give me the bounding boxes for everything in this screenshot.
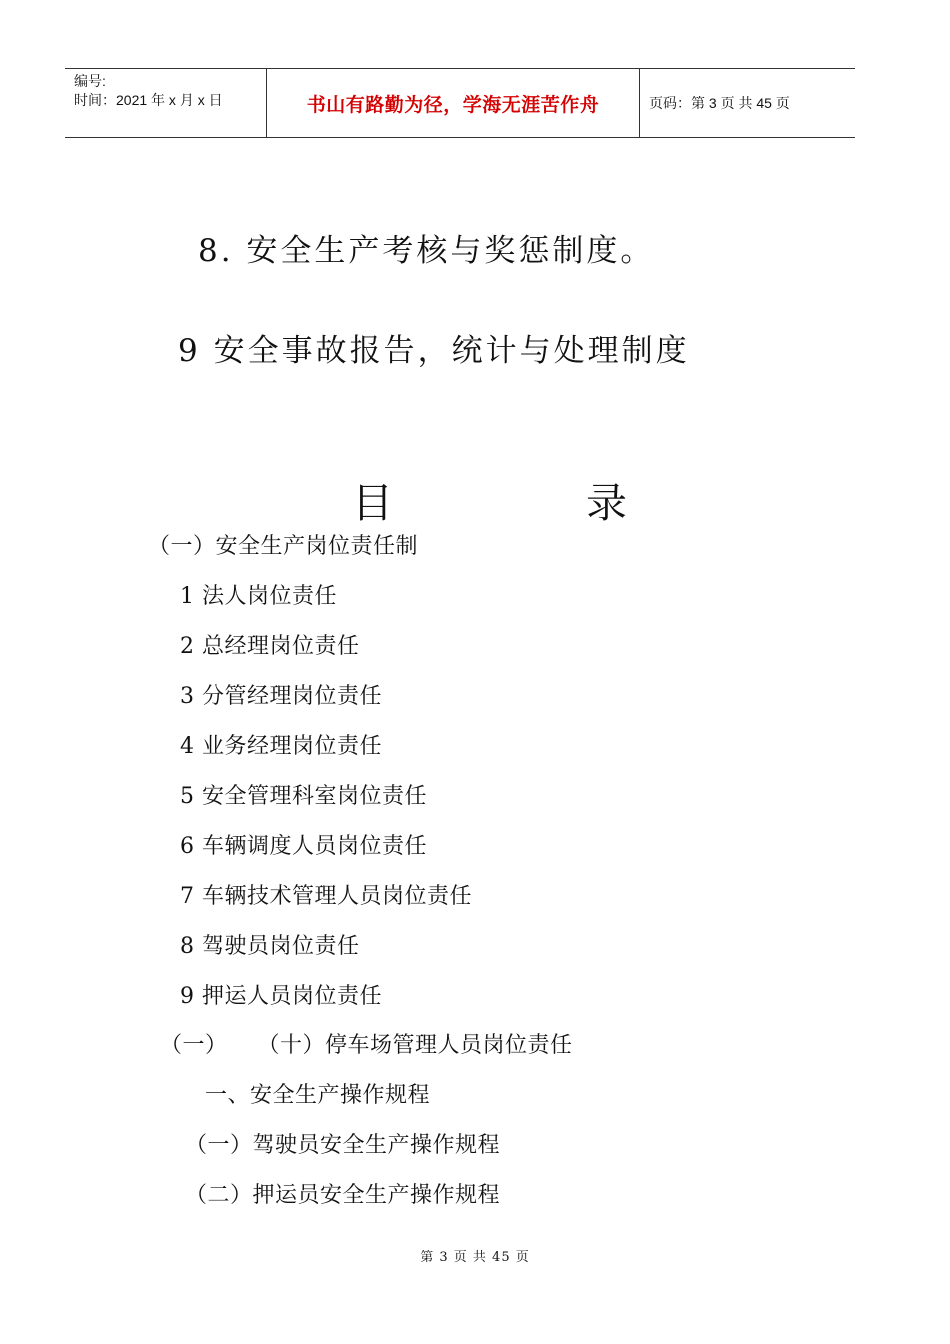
toc-item[interactable]: （一）安全生产岗位责任制: [148, 534, 419, 559]
toc-item[interactable]: 6 车辆调度人员岗位责任: [180, 834, 427, 859]
toc-item[interactable]: 8 驾驶员岗位责任: [180, 934, 360, 959]
toc-item[interactable]: 9 押运人员岗位责任: [180, 984, 382, 1009]
toc-item[interactable]: 4 业务经理岗位责任: [180, 734, 382, 759]
heading-assessment-system: 8. 安全生产考核与奖惩制度。: [198, 233, 655, 269]
page-footer: 第 3 页 共 45 页: [420, 1250, 530, 1265]
toc-item[interactable]: （二）押运员安全生产操作规程: [185, 1183, 501, 1208]
header-page-number: 页码：第 3 页 共 45 页: [649, 95, 790, 111]
serial-number-label: 编号:: [74, 73, 106, 89]
heading-accident-report-system: 9 安全事故报告，统计与处理制度: [178, 333, 690, 369]
date-label: 时间：2021 年 x 月 x 日: [74, 92, 223, 108]
toc-item[interactable]: 2 总经理岗位责任: [180, 634, 360, 659]
page-header: [65, 68, 855, 138]
toc-title: [352, 470, 627, 529]
header-motto: 书山有路勤为径，学海无涯苦作舟: [267, 69, 640, 137]
header-meta-cell: [65, 69, 267, 137]
toc-title-left: 目: [352, 479, 393, 527]
toc-item[interactable]: 5 安全管理科室岗位责任: [180, 784, 427, 809]
toc-item[interactable]: 3 分管经理岗位责任: [180, 684, 382, 709]
toc-item[interactable]: （一） （十）停车场管理人员岗位责任: [160, 1033, 573, 1058]
toc-title-right: 录: [586, 479, 627, 527]
toc-item[interactable]: （一）驾驶员安全生产操作规程: [185, 1133, 501, 1158]
toc-item[interactable]: 7 车辆技术管理人员岗位责任: [180, 884, 472, 909]
toc-item[interactable]: 一、安全生产操作规程: [205, 1083, 431, 1108]
toc-item[interactable]: 1 法人岗位责任: [180, 584, 337, 609]
